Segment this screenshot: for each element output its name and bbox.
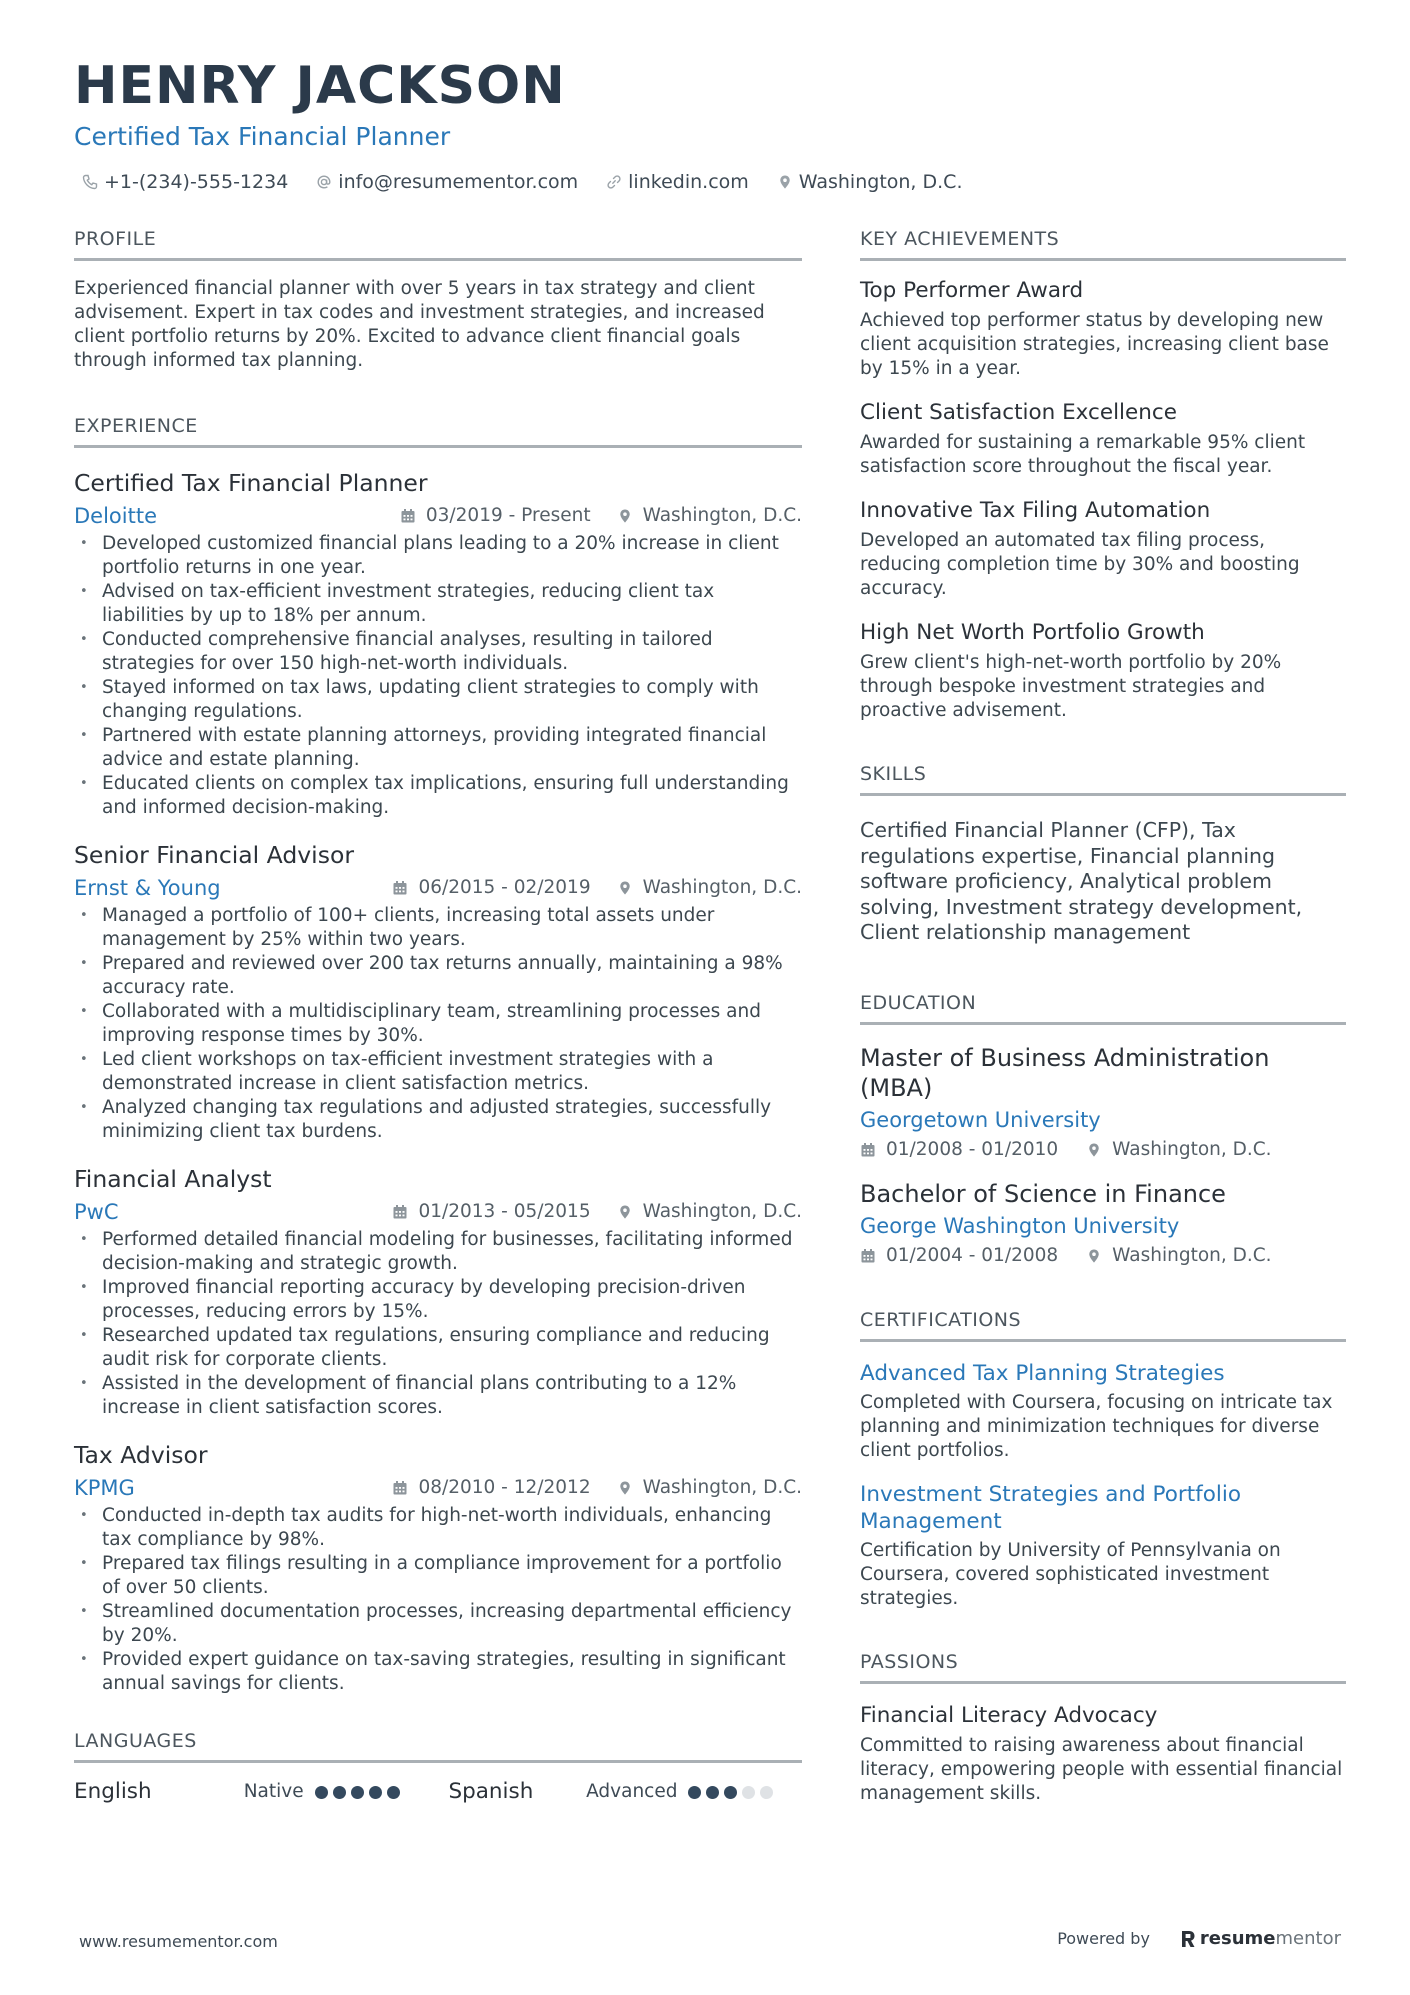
rating-dot [351,1786,364,1799]
job-meta [74,1474,802,1502]
job-title: Tax Advisor [74,1441,208,1469]
job-meta [74,874,802,902]
education-location-text: Washington, D.C. [1112,1138,1272,1160]
job-bullets [74,1228,802,1420]
location-icon [617,1204,633,1220]
languages-row [74,1777,802,1807]
job-dates-text: 06/2015 - 02/2019 [418,877,591,898]
job-meta-details [392,874,802,902]
job-location [617,874,802,902]
experience-section [74,413,802,1696]
rating-dot [760,1786,773,1799]
achievements-heading: KEY ACHIEVEMENTS [860,226,1346,261]
profile-heading: PROFILE [74,226,802,261]
location-icon [617,880,633,896]
calendar-icon [860,1142,876,1158]
job-location [617,1198,802,1226]
contact-phone-text: +1-(234)-555-1234 [104,171,289,193]
certifications-section [860,1307,1346,1611]
candidate-title: Certified Tax Financial Planner [74,122,451,151]
rating-dot [724,1786,737,1799]
experience-list [74,468,802,1696]
job-entry [74,1440,802,1696]
location-icon [777,174,793,190]
location-icon [617,508,633,524]
job-entry [74,468,802,820]
job-dates [392,1198,590,1226]
certification-title[interactable]: Investment Strategies and Portfolio Management [860,1481,1241,1534]
passion-desc: Committed to raising awareness about financial literacy, empowering people with essential financial management skills. [860,1734,1343,1804]
job-dates-text: 03/2019 - Present [425,505,591,526]
location-icon [617,1480,633,1496]
passion-title: Financial Literacy Advocacy [860,1702,1158,1728]
achievements-section [860,226,1346,723]
job-bullet: • Improved financial reporting accuracy by developing precision-driven processes, reducing errors by 15%. [74,1276,802,1324]
job-location-text: Washington, D.C. [642,1477,802,1498]
rating-dot [742,1786,755,1799]
education-location [1086,1137,1271,1163]
achievement-item [860,619,1346,723]
job-dates [400,502,591,530]
passions-heading: PASSIONS [860,1649,1346,1684]
achievement-desc: Developed an automated tax filing process, reducing completion time by 30% and boosting accuracy. [860,530,1300,599]
job-dates [392,1474,590,1502]
location-icon [1086,1142,1102,1158]
job-entry [74,1164,802,1420]
contact-email[interactable] [316,168,578,196]
job-bullets [74,1504,802,1696]
job-company: PwC [74,1200,119,1224]
achievement-item [860,497,1346,601]
job-bullet: • Assisted in the development of financial plans contributing to a 12% increase in client satisfaction scores. [74,1372,802,1420]
language-name: English [74,1779,152,1804]
education-meta [860,1243,1346,1269]
rating-dot [315,1786,328,1799]
education-item [860,1179,1346,1269]
job-bullet: • Streamlined documentation processes, increasing departmental efficiency by 20%. [74,1600,802,1648]
job-dates-text: 08/2010 - 12/2012 [418,1477,591,1498]
job-bullet: • Stayed informed on tax laws, updating client strategies to comply with changing regulations. [74,676,802,724]
passions-section [860,1649,1346,1806]
job-location [617,1474,802,1502]
rating-dot [369,1786,382,1799]
calendar-icon [392,880,408,896]
footer-website[interactable]: www.resumementor.com [79,1932,278,1951]
achievement-item [860,277,1346,381]
candidate-name: HENRY JACKSON [74,56,566,116]
job-title: Senior Financial Advisor [74,841,354,869]
job-bullet: • Led client workshops on tax-efficient investment strategies with a demonstrated increase in client satisfaction metrics. [74,1048,802,1096]
job-meta-details [392,1474,802,1502]
language-level: Native [243,1781,304,1802]
at-icon [316,174,332,190]
rating-dot [387,1786,400,1799]
education-degree: Bachelor of Science in Finance [860,1179,1226,1208]
footer-branding [1057,1928,1341,1949]
rating-dot [333,1786,346,1799]
certification-title[interactable]: Advanced Tax Planning Strategies [860,1360,1225,1386]
job-meta-details [392,1198,802,1226]
certification-item [860,1360,1346,1463]
job-company: KPMG [74,1476,135,1500]
job-bullet: • Educated clients on complex tax implications, ensuring full understanding and informed decision-making. [74,772,802,820]
achievements-list [860,277,1346,723]
education-location [1086,1243,1271,1269]
education-degree: Master of Business Administration (MBA) [860,1043,1270,1102]
education-dates [860,1137,1058,1163]
job-location-text: Washington, D.C. [642,877,802,898]
languages-heading: LANGUAGES [74,1728,802,1763]
contact-email-text: info@resumementor.com [338,171,579,193]
contact-bar [82,168,991,196]
achievement-desc: Awarded for sustaining a remarkable 95% client satisfaction score throughout the fiscal year. [860,432,1306,477]
certifications-list [860,1360,1346,1611]
certification-item [860,1481,1346,1611]
job-meta [74,1198,802,1226]
job-bullet: • Developed customized financial plans leading to a 20% increase in client portfolio returns in one year. [74,532,802,580]
certification-desc: Certification by University of Pennsylvania on Coursera, covered sophisticated investment strategies. [860,1539,1281,1609]
job-bullet: • Advised on tax-efficient investment strategies, reducing client tax liabilities by up to 18% per annum. [74,580,802,628]
education-item [860,1043,1346,1163]
calendar-icon [400,508,416,524]
job-bullet: • Conducted comprehensive financial analyses, resulting in tailored strategies for over 150 high-net-worth individuals. [74,628,802,676]
education-section [860,990,1346,1269]
achievement-title: Top Performer Award [860,278,1084,303]
job-bullet: • Researched updated tax regulations, ensuring compliance and reducing audit risk for corporate clients. [74,1324,802,1372]
profile-text: Experienced financial planner with over 5 years in tax strategy and client advisement. Expert in tax codes and investment strategies, and increased client portfolio returns by 20%. Excited to advance client financial goals through informed tax planning. [74,278,765,371]
achievement-item [860,399,1346,479]
calendar-icon [392,1480,408,1496]
language-rating [688,1786,802,1799]
job-bullet: • Collaborated with a multidisciplinary team, streamlining processes and improving response times by 30%. [74,1000,802,1048]
education-dates-text: 01/2004 - 01/2008 [886,1244,1059,1266]
brand-bold-text: resume [1199,1928,1276,1949]
location-icon [1086,1248,1102,1264]
job-bullet: • Partnered with estate planning attorneys, providing integrated financial advice and estate planning. [74,724,802,772]
job-bullet: • Analyzed changing tax regulations and adjusted strategies, successfully minimizing client tax burdens. [74,1096,802,1144]
education-dates [860,1243,1058,1269]
education-dates-text: 01/2008 - 01/2010 [886,1138,1059,1160]
brand-light-text: mentor [1275,1928,1341,1949]
job-location-text: Washington, D.C. [642,1201,802,1222]
achievement-desc: Achieved top performer status by developing new client acquisition strategies, increasing client base by 15% in a year. [860,310,1329,379]
job-meta-details [400,502,802,530]
education-heading: EDUCATION [860,990,1346,1025]
education-list [860,1043,1346,1269]
certifications-heading: CERTIFICATIONS [860,1307,1346,1342]
achievement-title: Innovative Tax Filing Automation [860,498,1211,523]
powered-by-label: Powered by [1057,1929,1150,1948]
passion-item [860,1702,1346,1806]
job-bullets [74,904,802,1144]
job-title: Certified Tax Financial Planner [74,469,428,497]
job-company: Deloitte [74,504,157,528]
language-rating [315,1786,429,1799]
job-dates-text: 01/2013 - 05/2015 [418,1201,591,1222]
job-bullet: • Provided expert guidance on tax-saving strategies, resulting in significant annual savings for clients. [74,1648,802,1696]
job-location-text: Washington, D.C. [642,505,802,526]
achievement-desc: Grew client's high-net-worth portfolio by 20% through bespoke investment strategies and proactive advisement. [860,652,1282,721]
achievement-title: Client Satisfaction Excellence [860,400,1177,425]
job-company: Ernst & Young [74,876,221,900]
certification-desc: Completed with Coursera, focusing on intricate tax planning and minimization techniques for diverse client portfolios. [860,1391,1333,1461]
passions-list [860,1702,1346,1806]
job-dates [392,874,590,902]
right-column [860,226,1346,1806]
job-meta [74,502,802,530]
job-entry [74,840,802,1144]
contact-linkedin-text: linkedin.com [628,171,749,193]
job-location [617,502,802,530]
job-bullet: • Performed detailed financial modeling for businesses, facilitating informed decision-making and strategic growth. [74,1228,802,1276]
skills-heading: SKILLS [860,761,1346,796]
contact-location-text: Washington, D.C. [798,171,963,193]
job-bullet: • Conducted in-depth tax audits for high-net-worth individuals, enhancing tax compliance by 98%. [74,1504,802,1552]
calendar-icon [392,1204,408,1220]
rating-dot [706,1786,719,1799]
contact-phone[interactable] [82,168,288,196]
languages-section [74,1728,802,1807]
phone-icon [82,174,98,190]
resumementor-logo[interactable] [1180,1928,1341,1949]
education-school: George Washington University [860,1213,1180,1238]
rating-dot [688,1786,701,1799]
experience-heading: EXPERIENCE [74,413,802,448]
achievement-title: High Net Worth Portfolio Growth [860,620,1205,645]
resumementor-logo-icon [1180,1930,1196,1948]
job-bullet: • Prepared and reviewed over 200 tax returns annually, maintaining a 98% accuracy rate. [74,952,802,1000]
profile-section [74,226,802,373]
job-bullet: • Managed a portfolio of 100+ clients, increasing total assets under management by 25% within two years. [74,904,802,952]
language-name: Spanish [448,1779,534,1804]
skills-section [860,761,1346,946]
job-bullets [74,532,802,820]
contact-location [777,168,963,196]
calendar-icon [860,1248,876,1264]
education-meta [860,1137,1346,1163]
language-level: Advanced [586,1781,678,1802]
left-column [74,226,802,1807]
education-school: Georgetown University [860,1107,1101,1132]
contact-linkedin[interactable] [606,168,749,196]
job-bullet: • Prepared tax filings resulting in a compliance improvement for a portfolio of over 50 clients. [74,1552,802,1600]
education-location-text: Washington, D.C. [1112,1244,1272,1266]
link-icon [606,174,622,190]
skills-text: Certified Financial Planner (CFP), Tax regulations expertise, Financial planning software proficiency, Analytical problem solving, Investment strategy development, Client relationship management [860,818,1303,944]
job-title: Financial Analyst [74,1165,272,1193]
